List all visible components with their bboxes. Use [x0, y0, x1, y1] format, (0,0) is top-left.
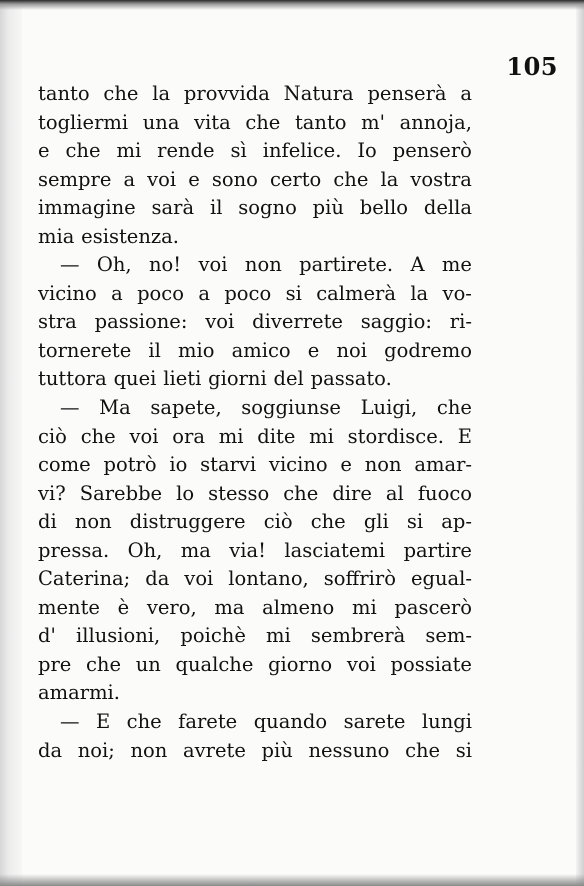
- word: partirete.: [299, 253, 394, 277]
- text-line: [38, 508, 472, 537]
- text-line: [38, 109, 472, 138]
- word: e: [188, 167, 200, 191]
- word: mi: [309, 424, 334, 448]
- word: ma: [214, 595, 245, 619]
- word: godremo: [384, 338, 472, 362]
- word: non: [364, 453, 402, 477]
- text-line: [38, 565, 472, 594]
- word: tanto: [294, 110, 347, 134]
- word: che: [283, 481, 319, 505]
- word: di: [38, 510, 57, 534]
- text-line: [38, 622, 472, 651]
- word: si: [455, 738, 472, 762]
- word: Caterina;: [38, 567, 131, 591]
- word: voi: [129, 424, 159, 448]
- word: stordisce.: [347, 424, 444, 448]
- word: illusioni,: [75, 624, 161, 648]
- word: penserà: [367, 82, 447, 105]
- word: una: [142, 110, 180, 134]
- word: sarà: [151, 196, 195, 220]
- word: nessuno: [308, 738, 390, 762]
- page-number: 105: [506, 52, 558, 81]
- word: saggio:: [360, 310, 432, 334]
- word: mente: [38, 595, 100, 619]
- text-line: [38, 651, 472, 680]
- word: da: [38, 738, 63, 762]
- word: pressa.: [38, 538, 110, 562]
- word: è: [117, 595, 130, 619]
- word: d': [38, 624, 56, 648]
- word: voi: [198, 253, 228, 277]
- word: noi;: [77, 738, 115, 762]
- word: e: [340, 453, 352, 477]
- word: più: [261, 738, 293, 762]
- text-line: [38, 194, 472, 223]
- word: Oh,: [96, 253, 132, 277]
- word: sogno: [238, 196, 297, 220]
- word: lieti: [163, 367, 202, 391]
- word: ap-: [441, 510, 472, 534]
- word: possiate: [390, 652, 472, 676]
- page-bottom-edge: [0, 874, 584, 886]
- body-text: [38, 80, 472, 765]
- word: potrò: [103, 453, 157, 477]
- word: esistenza.: [81, 224, 179, 248]
- text-line: [38, 223, 472, 252]
- word: avrete: [183, 738, 246, 762]
- text-line: [38, 280, 472, 309]
- word: lasciatemi: [284, 538, 386, 562]
- word: mio: [178, 338, 215, 362]
- word: a: [123, 167, 136, 191]
- word: E: [95, 710, 111, 734]
- text-line: [38, 594, 472, 623]
- text-line: [38, 137, 472, 166]
- word: via!: [229, 538, 266, 562]
- word: tuttora: [38, 367, 107, 391]
- word: ciò: [263, 510, 293, 534]
- word: sem-: [425, 624, 472, 648]
- word: togliermi: [38, 110, 129, 134]
- word: che: [126, 710, 162, 734]
- word: vostra: [410, 167, 472, 191]
- word: che: [333, 167, 369, 191]
- word: amar-: [414, 453, 472, 477]
- text-line: [38, 308, 472, 337]
- word: voi: [346, 652, 376, 676]
- word: la: [152, 82, 171, 105]
- word: me: [441, 253, 472, 277]
- word: pre: [38, 652, 72, 676]
- word: —: [60, 253, 80, 277]
- word: non: [130, 738, 168, 762]
- word: come: [38, 453, 91, 477]
- word: fuoco: [417, 481, 472, 505]
- word: vi?: [38, 481, 66, 505]
- text-line: [38, 394, 472, 423]
- word: annoja,: [399, 110, 472, 134]
- word: egual-: [410, 567, 472, 591]
- word: che: [436, 396, 472, 420]
- word: un: [135, 652, 161, 676]
- word: dire: [332, 481, 372, 505]
- word: ora: [172, 424, 205, 448]
- word: vicino: [268, 453, 328, 477]
- word: lo: [176, 481, 195, 505]
- word: ma: [180, 538, 211, 562]
- word: mi: [266, 624, 291, 648]
- word: io: [169, 453, 188, 477]
- word: qualche: [175, 652, 254, 676]
- word: giorni: [208, 367, 267, 391]
- word: e: [307, 338, 320, 362]
- word: provvida: [183, 82, 270, 105]
- word: A: [410, 253, 425, 277]
- word: E: [457, 424, 472, 448]
- word: amico: [231, 338, 291, 362]
- word: immagine: [38, 196, 136, 220]
- word: si: [285, 281, 302, 305]
- word: infelice.: [262, 139, 342, 163]
- word: stesso: [208, 481, 270, 505]
- word: vo-: [442, 281, 472, 305]
- word: vita: [194, 110, 231, 134]
- word: dite: [257, 424, 296, 448]
- word: gli: [363, 510, 389, 534]
- word: penserò: [392, 139, 472, 163]
- word: Luigi,: [360, 396, 418, 420]
- word: sì: [230, 139, 247, 163]
- word: voi: [205, 310, 235, 334]
- text-line: [38, 251, 472, 280]
- word: farete: [178, 710, 238, 734]
- word: mi: [351, 595, 377, 619]
- word: diverrete: [252, 310, 343, 334]
- word: quei: [113, 367, 157, 391]
- word: si: [406, 510, 424, 534]
- word: la: [410, 281, 429, 305]
- word: la: [380, 167, 399, 191]
- word: almeno: [262, 595, 335, 619]
- word: a: [111, 281, 123, 305]
- text-line: [38, 480, 472, 509]
- word: passione:: [94, 310, 188, 334]
- word: calmerà: [316, 281, 396, 305]
- page-right-edge: [576, 0, 584, 886]
- text-line: [38, 80, 472, 109]
- word: lontano,: [228, 567, 309, 591]
- text-line: [38, 166, 472, 195]
- word: partire: [403, 538, 472, 562]
- word: amarmi.: [38, 681, 120, 705]
- word: poco: [137, 281, 184, 305]
- word: bello: [359, 196, 409, 220]
- word: passato.: [310, 367, 392, 391]
- word: che: [103, 82, 139, 105]
- word: Io: [357, 139, 377, 163]
- word: da: [145, 567, 170, 591]
- word: giorno: [268, 652, 333, 676]
- word: ciò: [38, 424, 67, 448]
- word: che: [86, 652, 122, 676]
- word: pascerò: [394, 595, 472, 619]
- word: poichè: [180, 624, 246, 648]
- word: non: [244, 253, 282, 277]
- word: mia: [38, 224, 75, 248]
- word: voi: [184, 567, 214, 591]
- text-line: [38, 451, 472, 480]
- word: rende: [157, 139, 215, 163]
- word: sembrerà: [310, 624, 406, 648]
- word: che: [245, 110, 281, 134]
- word: sempre: [38, 167, 112, 191]
- word: e: [38, 139, 50, 163]
- text-line: [38, 679, 472, 708]
- word: noi: [336, 338, 367, 362]
- text-line: [38, 708, 472, 737]
- word: che: [310, 510, 346, 534]
- word: che: [80, 424, 116, 448]
- word: soggiunse: [241, 396, 341, 420]
- word: non: [74, 510, 112, 534]
- word: soffrirò: [323, 567, 396, 591]
- text-line: [38, 423, 472, 452]
- word: —: [60, 396, 80, 420]
- word: a: [460, 82, 472, 105]
- word: tornerete: [38, 338, 132, 362]
- word: a: [198, 281, 210, 305]
- word: Oh,: [127, 538, 163, 562]
- word: lungi: [421, 710, 472, 734]
- word: no!: [149, 253, 182, 277]
- page-left-edge: [0, 0, 22, 886]
- word: vicino: [38, 281, 97, 305]
- word: che: [405, 738, 441, 762]
- word: Sarebbe: [79, 481, 163, 505]
- word: mi: [116, 139, 142, 163]
- word: del: [273, 367, 304, 391]
- word: ri-: [449, 310, 472, 334]
- word: tanto: [38, 82, 90, 105]
- word: mi: [218, 424, 244, 448]
- word: —: [60, 710, 80, 734]
- word: distruggere: [129, 510, 246, 534]
- word: certo: [269, 167, 322, 191]
- word: voi: [147, 167, 177, 191]
- word: sono: [211, 167, 258, 191]
- word: il: [148, 338, 161, 362]
- text-line: [38, 737, 472, 766]
- word: il: [209, 196, 223, 220]
- text-line: [38, 537, 472, 566]
- word: sarete: [343, 710, 406, 734]
- word: che: [65, 139, 101, 163]
- word: Ma: [99, 396, 131, 420]
- word: al: [385, 481, 404, 505]
- word: m': [361, 110, 385, 134]
- word: della: [423, 196, 472, 220]
- word: starvi: [200, 453, 257, 477]
- word: più: [312, 196, 344, 220]
- word: stra: [38, 310, 77, 334]
- text-line: [38, 365, 472, 394]
- word: poco: [224, 281, 272, 305]
- text-line: [38, 337, 472, 366]
- page-top-edge: [0, 0, 584, 10]
- word: Natura: [283, 82, 354, 105]
- word: vero,: [146, 595, 197, 619]
- word: sapete,: [150, 396, 222, 420]
- word: quando: [253, 710, 328, 734]
